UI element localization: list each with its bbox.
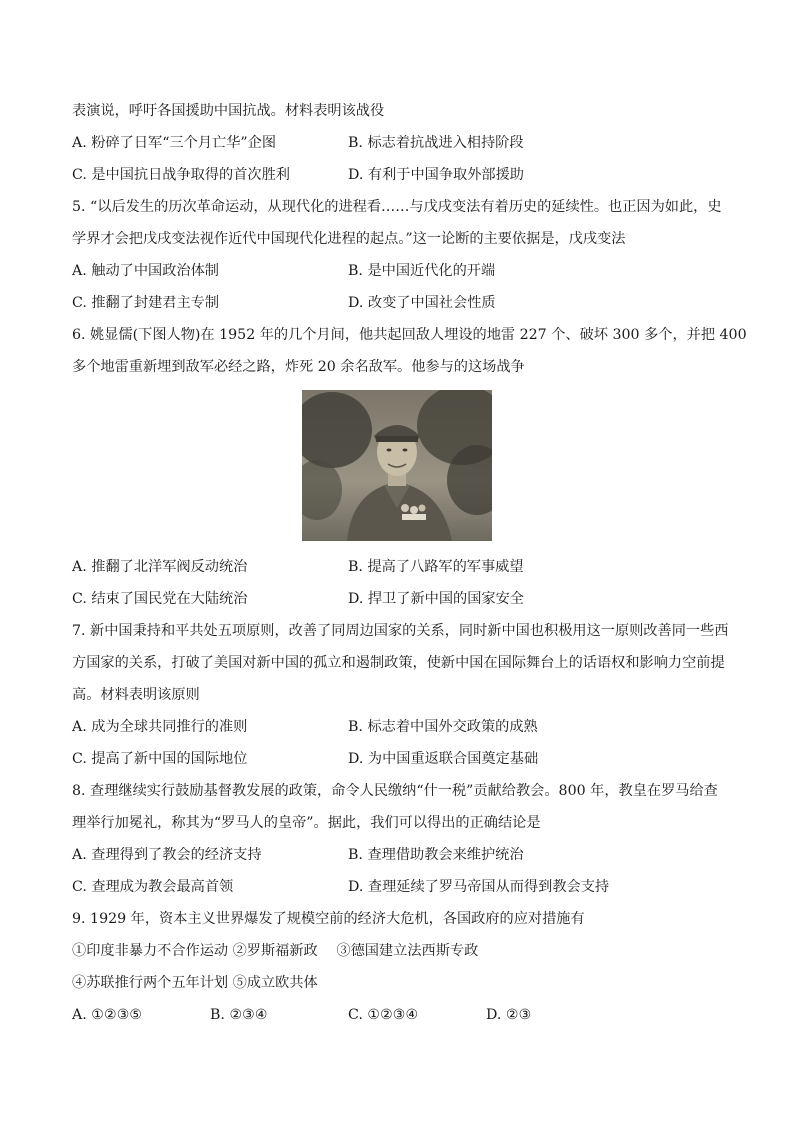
- q7-option-d: D. 为中国重返联合国奠定基础: [348, 751, 539, 767]
- q6-option-b: B. 提高了八路军的军事威望: [348, 559, 524, 575]
- q9-stem-line-3: ④苏联推行两个五年计划 ⑤成立欧共体: [72, 975, 318, 991]
- q6-option-c: C. 结束了国民党在大陆统治: [72, 591, 248, 607]
- q9-stem-line-2: ①印度非暴力不合作运动 ②罗斯福新政 ③德国建立法西斯专政: [72, 943, 479, 959]
- q7-option-b: B. 标志着中国外交政策的成熟: [348, 719, 538, 735]
- q8-option-c: C. 查理成为教会最高首领: [72, 879, 234, 895]
- q4-option-c: C. 是中国抗日战争取得的首次胜利: [72, 167, 290, 183]
- q8-option-a: A. 查理得到了教会的经济支持: [72, 847, 262, 863]
- q9-option-b: B. ②③④: [210, 1007, 268, 1023]
- q8-stem-line-1: 8. 查理继续实行鼓励基督教发展的政策，命令人民缴纳“什一税”贡献给教会。800 年，教皇在罗马给查: [72, 783, 718, 799]
- q4-option-d: D. 有利于中国争取外部援助: [348, 167, 524, 183]
- q8-option-d: D. 查理延续了罗马帝国从而得到教会支持: [348, 879, 610, 895]
- q7-option-c: C. 提高了新中国的国际地位: [72, 751, 248, 767]
- q7-stem-line-2: 方国家的关系，打破了美国对新中国的孤立和遏制政策，使新中国在国际舞台上的话语权和影响力空前提: [72, 655, 725, 671]
- q5-option-d: D. 改变了中国社会性质: [348, 295, 496, 311]
- q4-option-b: B. 标志着抗战进入相持阶段: [348, 135, 524, 151]
- q8-stem-line-2: 理举行加冕礼，称其为“罗马人的皇帝”。据此，我们可以得出的正确结论是: [72, 815, 541, 831]
- q6-option-a: A. 推翻了北洋军阀反动统治: [72, 559, 248, 575]
- q5-option-b: B. 是中国近代化的开端: [348, 263, 496, 279]
- q6-stem-line-2: 多个地雷重新埋到敌军必经之路，炸死 20 余名敌军。他参与的这场战争: [72, 359, 525, 375]
- q7-stem-line-3: 高。材料表明该原则: [72, 687, 200, 703]
- q6-option-d: D. 捍卫了新中国的国家安全: [348, 591, 524, 607]
- q5-stem-line-1: 5. “以后发生的历次革命运动，从现代化的进程看……与戊戌变法有着历史的延续性。也正因为如此，史: [72, 199, 722, 215]
- portrait-photo: [302, 390, 492, 541]
- q6-stem-line-1: 6. 姚显儒(下图人物)在 1952 年的几个月间，他共起回敌人埋设的地雷 227 个、破坏 300 多个，并把 400: [72, 327, 747, 343]
- intro-line: 表演说，呼吁各国援助中国抗战。材料表明该战役: [72, 103, 385, 119]
- q8-option-b: B. 查理借助教会来维护统治: [348, 847, 524, 863]
- q9-option-c: C. ①②③④: [348, 1007, 419, 1023]
- portrait-photo-graphic: [302, 390, 492, 541]
- q4-option-a: A. 粉碎了日军“三个月亡华”企图: [72, 135, 277, 151]
- q7-stem-line-1: 7. 新中国秉持和平共处五项原则，改善了同周边国家的关系，同时新中国也积极用这一原则改善同一些西: [72, 623, 729, 639]
- q5-option-a: A. 触动了中国政治体制: [72, 263, 219, 279]
- q7-option-a: A. 成为全球共同推行的准则: [72, 719, 248, 735]
- q9-option-a: A. ①②③⑤: [72, 1007, 143, 1023]
- q9-option-d: D. ②③: [486, 1007, 532, 1023]
- q5-option-c: C. 推翻了封建君主专制: [72, 295, 220, 311]
- q5-stem-line-2: 学界才会把戊戌变法视作近代中国现代化进程的起点。”这一论断的主要依据是，戊戌变法: [72, 231, 626, 247]
- q9-stem-line-1: 9. 1929 年，资本主义世界爆发了规模空前的经济大危机，各国政府的应对措施有: [72, 911, 585, 927]
